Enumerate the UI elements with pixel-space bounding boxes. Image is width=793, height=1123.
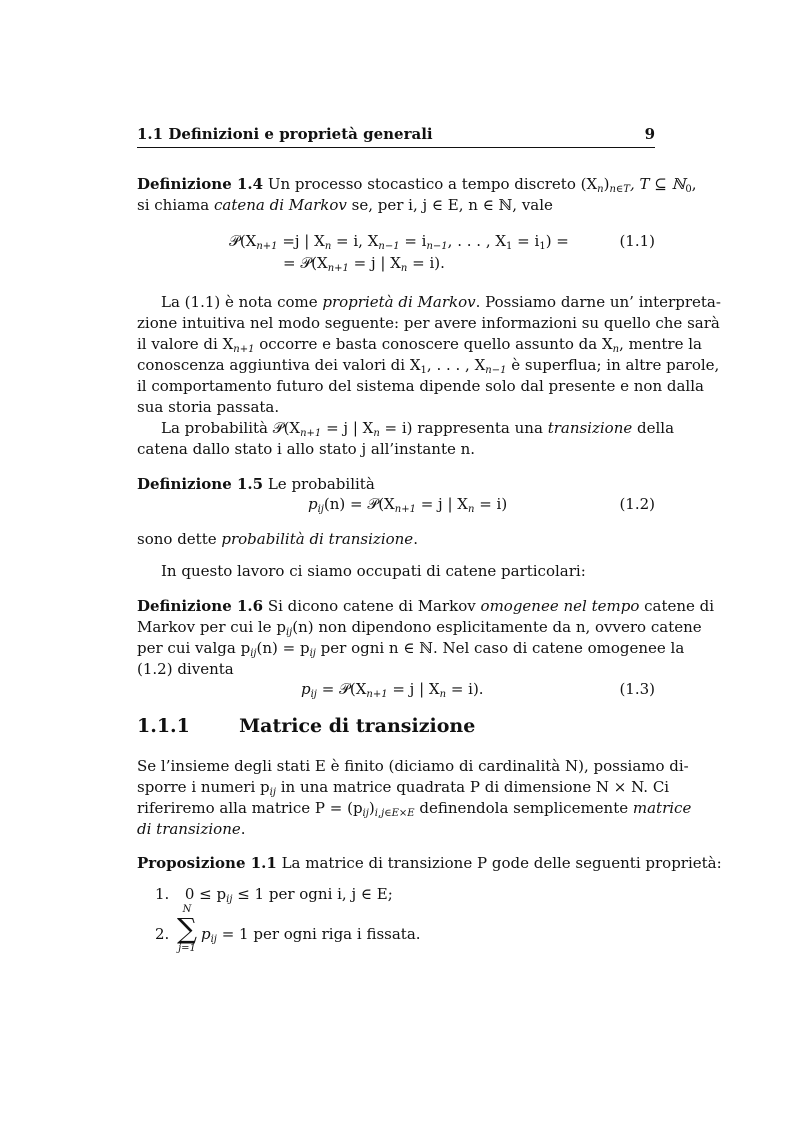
text: in una matrice quadrata P di dimensione N × N. Ci <box>275 778 670 796</box>
paragraph-4-line-4 <box>137 819 246 839</box>
text: = i <box>512 232 540 250</box>
definition-1-5 <box>137 474 375 494</box>
definition-1-4-line-2 <box>137 195 553 215</box>
emphasis: di transizione <box>137 820 241 838</box>
section-number: 1.1.1 <box>137 715 190 737</box>
text: , . . . , X <box>447 232 507 250</box>
text: = i). <box>446 680 484 698</box>
subscript: n+1 <box>233 344 255 355</box>
section-heading <box>137 715 475 737</box>
subscript: ij <box>250 648 257 659</box>
subscript: i,j∈E×E <box>374 808 415 819</box>
subscript: ij <box>210 934 217 945</box>
text: per cui valga p <box>137 639 251 657</box>
subscript: ij <box>309 648 316 659</box>
text: riferiremo alla matrice P = (p <box>137 799 363 817</box>
subscript: 1 <box>420 365 427 376</box>
definition-label: Definizione 1.6 <box>137 597 264 615</box>
text: il valore di X <box>137 335 234 353</box>
subscript: n∈T <box>609 184 630 195</box>
proposition-label: Proposizione 1.1 <box>137 854 277 872</box>
subscript: ij <box>285 627 293 638</box>
after-equation-1-2 <box>137 529 418 549</box>
text: = i). <box>407 254 445 272</box>
subscript: 1 <box>506 241 513 252</box>
text: Markov per cui le p <box>137 618 286 636</box>
subscript: n+1 <box>300 428 322 439</box>
paragraph-1-line-2: zione intuitiva nel modo seguente: per avere informazioni su quello che sarà <box>137 314 720 332</box>
text: (n) non dipendono esplicitamente da n, ovvero catene <box>292 618 702 636</box>
subscript: n <box>439 689 447 700</box>
text: ≤ 1 per ogni i, j ∈ E; <box>232 885 393 903</box>
subscript: n <box>373 428 380 439</box>
text: p <box>301 680 311 698</box>
subscript: n <box>324 241 332 252</box>
list-item-number: 1. <box>155 885 170 903</box>
text: . <box>240 820 246 838</box>
text: ) = <box>545 232 569 250</box>
text: = i) rappresenta una <box>379 419 548 437</box>
text: sporre i numeri p <box>137 778 270 796</box>
text: , T ⊆ ℕ <box>629 175 686 193</box>
emphasis: probabilità di transizione <box>221 530 414 548</box>
page <box>137 0 722 1123</box>
text: della <box>632 419 675 437</box>
subscript: 1 <box>539 241 546 252</box>
text: La matrice di transizione P gode delle seguenti proprietà: <box>281 854 722 872</box>
subscript: n+1 <box>394 504 416 515</box>
definition-label: Definizione 1.4 <box>137 175 264 193</box>
header-title: 1.1 Definizioni e proprietà generali <box>137 125 433 143</box>
text: se, per i, j ∈ E, n ∈ ℕ, vale <box>346 196 553 214</box>
subscript: ij <box>317 504 324 515</box>
section-title: Matrice di transizione <box>239 715 476 737</box>
text: p <box>201 925 211 943</box>
equation-1-2 <box>308 494 507 520</box>
text: = i) <box>474 495 508 513</box>
subscript: n <box>400 263 408 274</box>
subscript: n−1 <box>485 365 507 376</box>
text: 0 ≤ p <box>184 885 227 903</box>
text: = 1 per ogni riga i fissata. <box>216 925 421 943</box>
definition-1-6-line-1 <box>137 596 714 616</box>
text: definendola semplicemente <box>414 799 633 817</box>
equation-1-3-number: (1.3) <box>619 680 655 698</box>
summation <box>175 905 199 955</box>
running-header <box>137 123 655 148</box>
subscript: n+1 <box>256 241 278 252</box>
subscript: ij <box>226 894 233 905</box>
emphasis: catena di Markov <box>214 196 347 214</box>
text: = 𝒫(X <box>283 254 328 272</box>
paragraph-2-line-2: catena dallo stato i allo stato j all’instante n. <box>137 440 476 458</box>
page-number: 9 <box>644 125 655 143</box>
subscript: ij <box>269 787 276 798</box>
text: , . . . , X <box>426 356 486 374</box>
summation-symbol: ∑ <box>177 912 197 945</box>
text: è superflua; in altre parole, <box>506 356 720 374</box>
proposition-1-1 <box>137 853 722 873</box>
equation-1-3 <box>301 679 484 705</box>
summation-lower-limit: j=1 <box>178 943 196 954</box>
definition-1-6-line-4: (1.2) diventa <box>137 660 234 678</box>
text: . <box>413 530 418 548</box>
paragraph-3: In questo lavoro ci siamo occupati di catene particolari: <box>161 562 586 580</box>
text: sono dette <box>137 530 222 548</box>
paragraph-1-line-5: il comportamento futuro del sistema dipende solo dal presente e non dalla <box>137 377 704 395</box>
subscript: n+1 <box>327 263 349 274</box>
text: = j | X <box>415 495 468 513</box>
equation-1-2-number: (1.2) <box>619 495 655 513</box>
subscript: n+1 <box>366 689 388 700</box>
subscript: ij <box>310 689 317 700</box>
text: = i <box>399 232 427 250</box>
text: , mentre la <box>619 335 702 353</box>
text: = 𝒫(X <box>316 680 367 698</box>
emphasis: transizione <box>547 419 633 437</box>
equation-1-1-number: (1.1) <box>619 232 655 250</box>
text: (n) = 𝒫(X <box>323 495 395 513</box>
subscript: 0 <box>685 184 692 195</box>
subscript: n−1 <box>378 241 400 252</box>
subscript: n <box>612 344 620 355</box>
emphasis: omogenee nel tempo <box>480 597 640 615</box>
paragraph-1-line-1 <box>161 292 721 312</box>
text: conoscenza aggiuntiva dei valori di X <box>137 356 421 374</box>
emphasis: matrice <box>632 799 692 817</box>
subscript: n−1 <box>426 241 448 252</box>
text: Un processo stocastico a tempo discreto (X <box>267 175 598 193</box>
text: = j | X <box>348 254 401 272</box>
equation-1-1-line-2 <box>283 253 445 279</box>
text: per ogni n ∈ ℕ. Nel caso di catene omogenee la <box>315 639 685 657</box>
text: catene di <box>639 597 715 615</box>
text: . Possiamo darne un’ interpreta- <box>475 293 721 311</box>
text: ) <box>368 799 375 817</box>
emphasis: proprietà di Markov <box>322 293 476 311</box>
text: ) <box>603 175 610 193</box>
text: , <box>691 175 697 193</box>
text: Le probabilità <box>267 475 375 493</box>
summation-upper-limit: N <box>182 904 192 915</box>
list-item-2-text <box>201 924 421 950</box>
text: p <box>308 495 318 513</box>
text: = i, X <box>331 232 379 250</box>
text: La probabilità 𝒫(X <box>161 419 301 437</box>
text: 𝒫(X <box>229 232 257 250</box>
text: (n) = p <box>256 639 310 657</box>
text: si chiama <box>137 196 214 214</box>
text: La (1.1) è nota come <box>161 293 323 311</box>
definition-label: Definizione 1.5 <box>137 475 264 493</box>
text: occorre e basta conoscere quello assunto da X <box>254 335 613 353</box>
text: = j | X <box>321 419 374 437</box>
list-item <box>155 924 169 944</box>
text: Si dicono catene di Markov <box>267 597 481 615</box>
subscript: n <box>597 184 604 195</box>
text: =j | X <box>277 232 325 250</box>
text: = j | X <box>387 680 440 698</box>
paragraph-1-line-6: sua storia passata. <box>137 398 280 416</box>
list-item-number: 2. <box>155 925 170 943</box>
paragraph-4-line-1: Se l’insieme degli stati E è finito (diciamo di cardinalità N), possiamo di- <box>137 757 689 775</box>
subscript: ij <box>362 808 369 819</box>
subscript: n <box>467 504 475 515</box>
